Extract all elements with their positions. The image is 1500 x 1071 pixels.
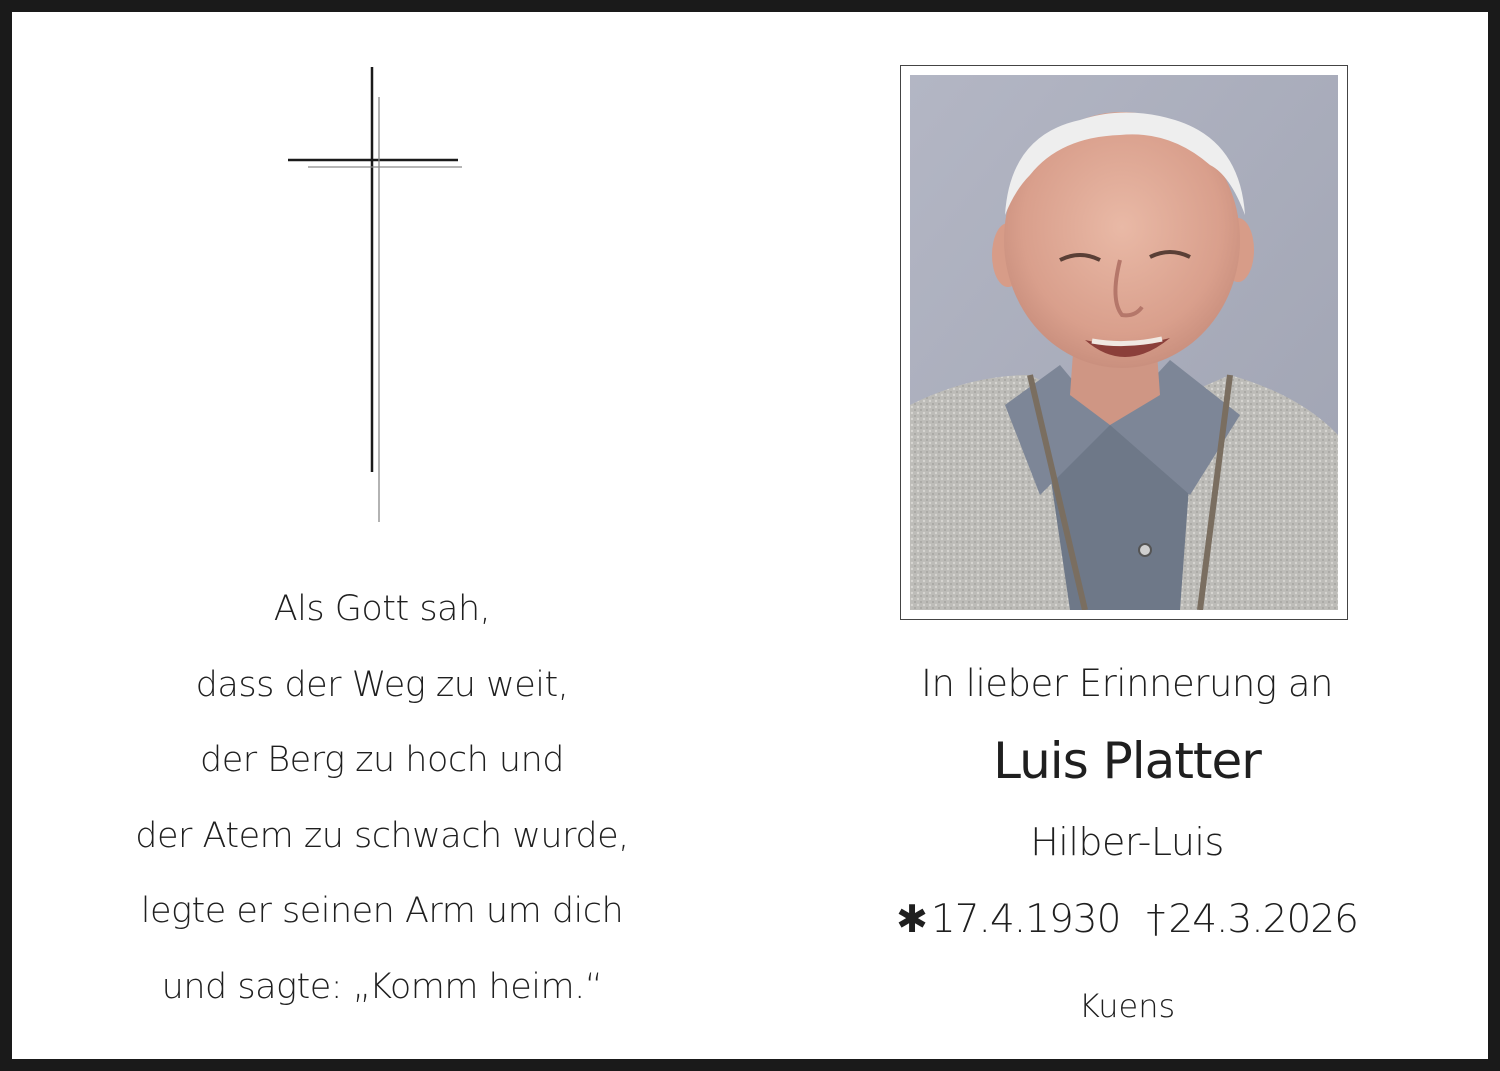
- portrait-photo: [910, 75, 1338, 610]
- portrait-illustration: [910, 75, 1338, 610]
- poem-line: der Atem zu schwach wurde,: [135, 815, 629, 856]
- poem-line: Als Gott sah,: [273, 589, 491, 629]
- place: Kuens: [1078, 987, 1176, 1025]
- memorial-card: [12, 12, 1488, 1059]
- poem: [92, 572, 672, 1025]
- portrait-frame: [900, 65, 1348, 620]
- star-icon: ✱: [896, 897, 927, 941]
- poem-line: der Berg zu hoch und: [199, 740, 565, 780]
- deceased-nickname: Hilber-Luis: [1030, 820, 1224, 864]
- birth-date: 17.4.1930: [930, 897, 1121, 942]
- death-date: 24.3.2026: [1168, 897, 1358, 942]
- poem-line: dass der Weg zu weit,: [195, 664, 569, 705]
- cross-icon: [282, 67, 482, 527]
- memorial-intro: In lieber Erinnerung an: [921, 662, 1333, 705]
- deceased-name: Luis Platter: [993, 732, 1261, 790]
- poem-line: und sagte: „Komm heim.“: [161, 966, 603, 1007]
- poem-line: legte er seinen Arm um dich: [140, 891, 624, 931]
- life-dates: [872, 897, 1382, 942]
- dagger-icon: †: [1146, 897, 1165, 941]
